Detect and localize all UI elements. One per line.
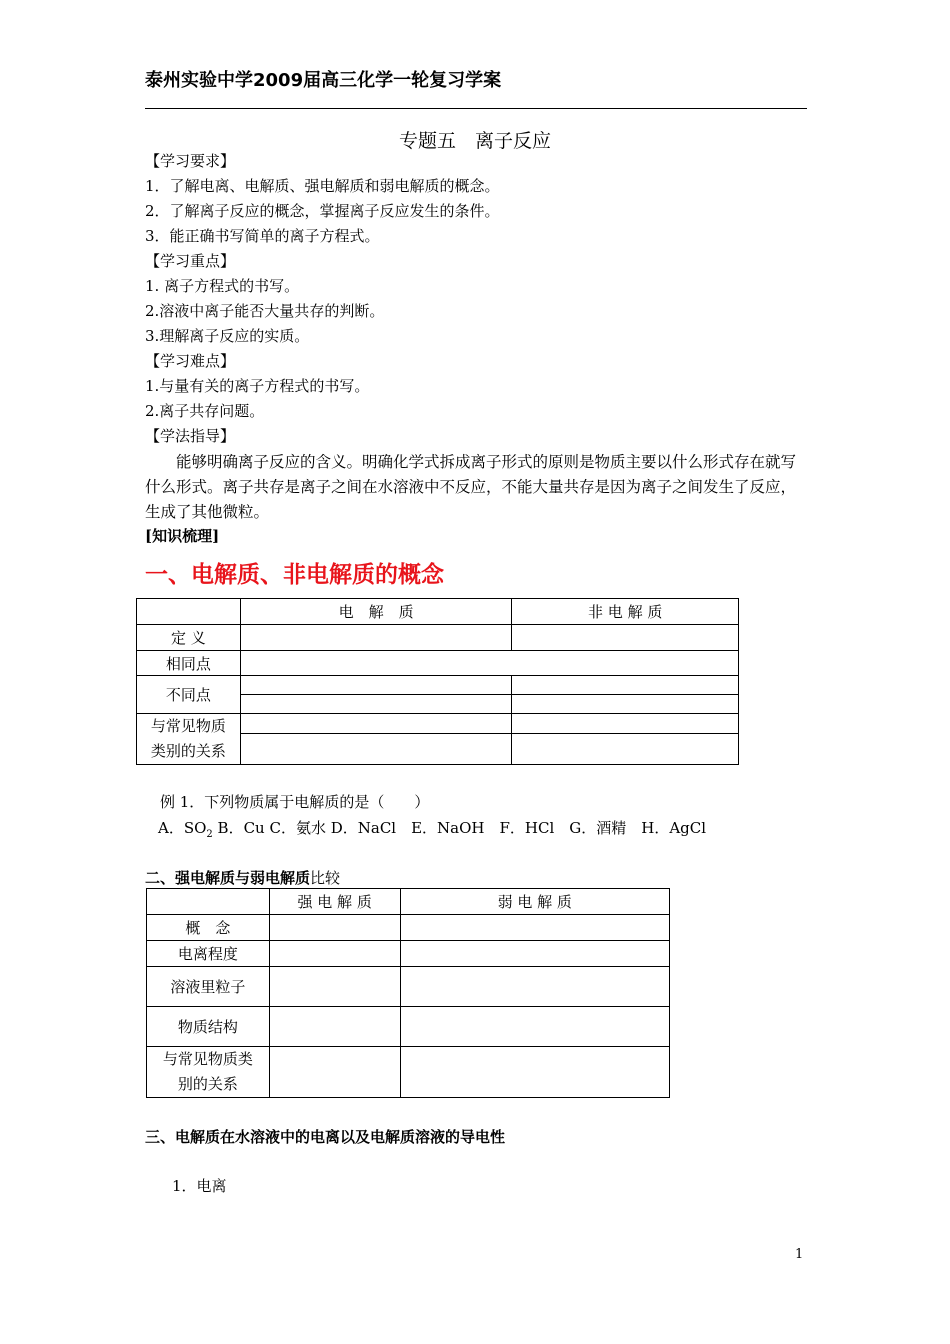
table-header-strong: 强 电 解 质 — [269, 889, 400, 915]
school-header: 泰州实验中学2009届高三化学一轮复习学案 — [145, 70, 502, 91]
header-rule — [145, 108, 807, 109]
table-cell[interactable] — [240, 714, 512, 734]
row-label-concept: 概 念 — [147, 915, 270, 941]
table-cell[interactable] — [269, 941, 400, 967]
row-label-difference: 不同点 — [137, 676, 241, 714]
requirement-item: 3．能正确书写简单的离子方程式。 — [145, 227, 380, 245]
table-cell[interactable] — [400, 1047, 669, 1098]
table-cell[interactable] — [512, 734, 739, 765]
row-label-category-relation — [137, 714, 241, 765]
options-rest-text: B．Cu C．氨水 D．NaCl E．NaOH F．HCl G．酒精 H．AgCl — [212, 819, 707, 837]
guidance-paragraph: 能够明确离子反应的含义。明确化学式拆成离子形式的原则是物质主要以什么形式存在就写什么形式。离子共存是离子之间在水溶液中不反应，不能大量共存是因为离子之间发生了反应，生成了其他微粒。 — [145, 453, 797, 521]
row-label-ionization-degree: 电离程度 — [147, 941, 270, 967]
table-cell[interactable] — [400, 915, 669, 941]
difficulty-item: 2.离子共存问题。 — [145, 402, 265, 420]
row-label-line: 与常见物质类 — [162, 1050, 253, 1068]
table-cell[interactable] — [512, 714, 739, 734]
table-cell[interactable] — [269, 915, 400, 941]
section2-title-normal: 比较 — [310, 869, 341, 887]
row-label-structure: 物质结构 — [147, 1007, 270, 1047]
row-label-definition: 定 义 — [137, 625, 241, 651]
table-header-weak: 弱 电 解 质 — [400, 889, 669, 915]
row-label-line: 类别的关系 — [150, 742, 226, 760]
page-title: 专题五 离子反应 — [398, 130, 551, 152]
electrolyte-concept-table — [136, 598, 739, 765]
table-cell[interactable] — [269, 967, 400, 1007]
page-number: 1 — [795, 1247, 804, 1262]
section2-title — [145, 867, 340, 888]
difficulties-heading: 【学习难点】 — [145, 352, 236, 370]
strong-weak-electrolyte-table — [146, 888, 670, 1098]
table-cell[interactable] — [240, 676, 512, 695]
requirements-heading: 【学习要求】 — [145, 152, 236, 170]
key-point-item: 1. 离子方程式的书写。 — [145, 277, 300, 295]
section3-title: 三、电解质在水溶液中的电离以及电解质溶液的导电性 — [145, 1128, 506, 1146]
example-options — [158, 817, 706, 840]
row-label-line: 别的关系 — [177, 1075, 238, 1093]
table-header-nonelectrolyte: 非 电 解 质 — [512, 599, 739, 625]
requirement-item: 1．了解电离、电解质、强电解质和弱电解质的概念。 — [145, 177, 500, 195]
table-cell[interactable] — [512, 695, 739, 714]
table-cell[interactable] — [240, 625, 512, 651]
section1-title: 一、电解质、非电解质的概念 — [145, 562, 444, 588]
table-cell[interactable] — [400, 967, 669, 1007]
row-label-category-relation — [147, 1047, 270, 1098]
row-label-similarity: 相同点 — [137, 651, 241, 676]
table-cell[interactable] — [400, 941, 669, 967]
key-points-heading: 【学习重点】 — [145, 252, 236, 270]
row-label-line: 与常见物质 — [150, 717, 226, 735]
key-point-item: 2.溶液中离子能否大量共存的判断。 — [145, 302, 385, 320]
table-cell[interactable] — [400, 1007, 669, 1047]
guidance-heading: 【学法指导】 — [145, 427, 236, 445]
table-cell[interactable] — [512, 625, 739, 651]
table-cell[interactable] — [512, 676, 739, 695]
table-corner-cell — [137, 599, 241, 625]
section2-title-bold: 二、强电解质与弱电解质 — [145, 869, 311, 887]
key-point-item: 3.理解离子反应的实质。 — [145, 327, 310, 345]
table-corner-cell — [147, 889, 270, 915]
table-header-electrolyte: 电 解 质 — [240, 599, 512, 625]
section3-item1: 1．电离 — [172, 1177, 227, 1195]
table-cell[interactable] — [269, 1047, 400, 1098]
example-question: 例 1．下列物质属于电解质的是（ ） — [160, 793, 430, 811]
row-label-particles: 溶液里粒子 — [147, 967, 270, 1007]
difficulty-item: 1.与量有关的离子方程式的书写。 — [145, 377, 370, 395]
requirement-item: 2．了解离子反应的概念，掌握离子反应发生的条件。 — [145, 202, 500, 220]
knowledge-heading: [知识梳理] — [145, 527, 220, 545]
table-cell[interactable] — [240, 695, 512, 714]
table-cell[interactable] — [240, 651, 738, 676]
table-cell[interactable] — [240, 734, 512, 765]
table-cell[interactable] — [269, 1007, 400, 1047]
subscript-2: 2 — [206, 829, 213, 840]
option-a-text: A．SO — [158, 819, 207, 837]
